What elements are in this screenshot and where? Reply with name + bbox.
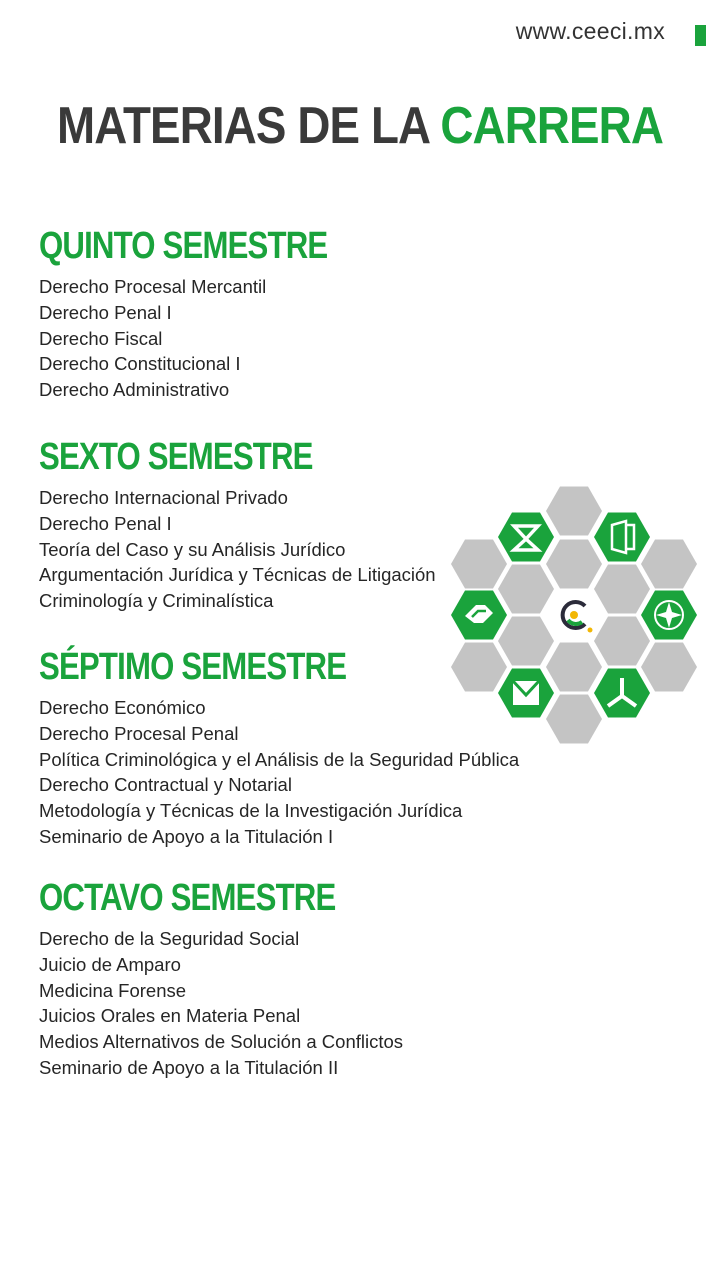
list-item: Política Criminológica y el Análisis de la Seguridad Pública (39, 748, 520, 770)
subject-list (39, 274, 391, 403)
door-icon (594, 513, 650, 562)
page-title (43, 94, 677, 158)
section-heading: QUINTO SEMESTRE (39, 225, 328, 267)
subject-list (39, 926, 403, 1081)
list-item: Juicio de Amparo (39, 953, 181, 975)
page-title-part1: MATERIAS DE LA (56, 97, 441, 155)
page-title-part2: CARRERA (440, 97, 664, 155)
list-item: Seminario de Apoyo a la Titulación II (39, 1056, 339, 1078)
list-item: Medicina Forense (39, 979, 187, 1001)
section-quinto (39, 224, 391, 403)
compass-icon (641, 591, 697, 640)
list-item: Criminología y Criminalística (39, 590, 274, 612)
envelope-icon (498, 669, 554, 718)
hourglass-icon (498, 513, 554, 562)
subject-list (39, 485, 436, 614)
list-item: Medios Alternativos de Solución a Conflictos (39, 1031, 404, 1053)
list-item: Derecho Administrativo (39, 379, 230, 401)
list-item: Derecho Internacional Privado (39, 487, 288, 508)
list-item: Derecho Procesal Mercantil (39, 276, 267, 297)
list-item: Derecho Contractual y Notarial (39, 774, 292, 796)
list-item: Metodología y Técnicas de la Investigación Jurídica (39, 800, 463, 822)
list-item: Derecho Penal I (39, 512, 172, 534)
ceeci-logo-icon (546, 591, 602, 640)
handshake-icon (451, 591, 507, 640)
list-item: Juicios Orales en Materia Penal (39, 1005, 301, 1027)
list-item: Seminario de Apoyo a la Titulación I (39, 825, 334, 847)
list-item: Derecho Fiscal (39, 327, 163, 349)
section-heading: OCTAVO SEMESTRE (39, 877, 336, 919)
list-item: Derecho Económico (39, 697, 206, 718)
section-heading: SEXTO SEMESTRE (39, 436, 313, 478)
section-heading: SÉPTIMO SEMESTRE (39, 646, 347, 688)
list-item: Argumentación Jurídica y Técnicas de Litigación (39, 564, 436, 586)
site-url[interactable]: www.ceeci.mx (515, 18, 665, 44)
list-item: Derecho Constitucional I (39, 353, 241, 375)
list-item: Derecho Penal I (39, 301, 172, 323)
list-item: Teoría del Caso y su Análisis Jurídico (39, 538, 346, 560)
section-sexto (39, 435, 436, 614)
arrows-icon (594, 669, 650, 718)
list-item: Derecho de la Seguridad Social (39, 928, 300, 949)
section-octavo (39, 876, 403, 1081)
honeycomb-graphic (448, 484, 700, 746)
list-item: Derecho Procesal Penal (39, 722, 239, 744)
accent-bar (695, 25, 706, 46)
